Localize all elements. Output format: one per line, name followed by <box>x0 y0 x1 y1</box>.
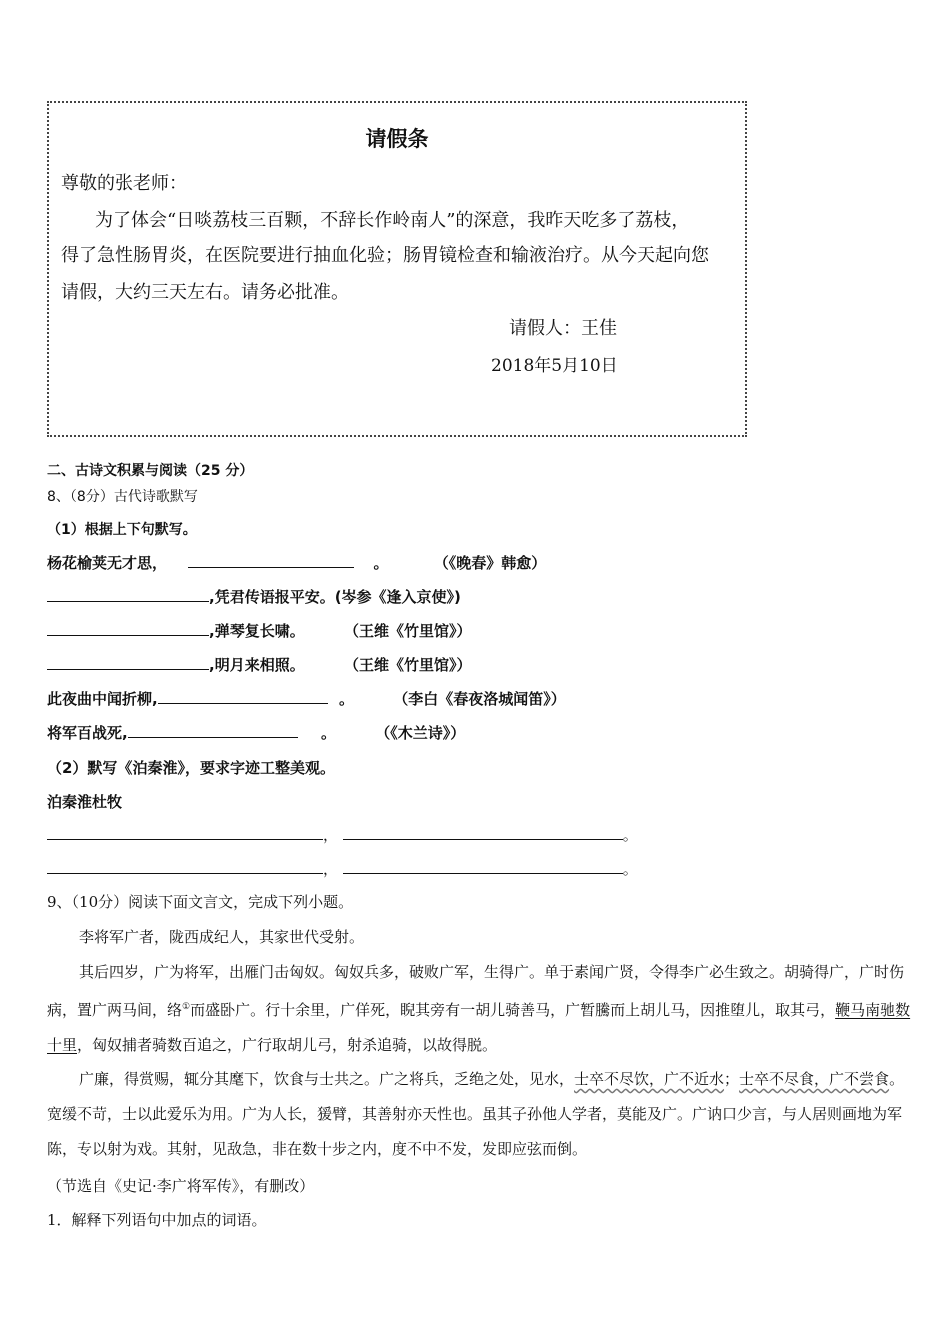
period: 。 <box>622 826 638 844</box>
line-pre: 杨花榆荚无才思， <box>47 554 168 572</box>
passage-paragraph-1: 李将军广者，陇西成纪人，其家世代受射。 <box>79 928 365 946</box>
footnote-marker: ① <box>182 1002 191 1012</box>
fill-line <box>47 552 546 573</box>
p3-text: 。宽缓不苛，士以此爱乐为用。广为人长，猨臂，其善射亦天性也。虽其子孙他人学者，莫能及广。广讷口少言，与人居则画地为军陈，专以射为戏。其射，见敌急，非在数十步之内，度不中不发，发即应弦而倒。 <box>47 1070 905 1158</box>
q8-sub2: （2）默写《泊秦淮》，要求字迹工整美观。 <box>47 759 335 777</box>
answer-blank[interactable] <box>47 655 209 670</box>
poem-title: 泊秦淮杜牧 <box>47 793 123 811</box>
passage-paragraph-3 <box>47 1062 917 1167</box>
q8-sub1: （1）根据上下句默写。 <box>47 522 197 538</box>
line-source: （《木兰诗》） <box>375 724 466 742</box>
line-pre: 此夜曲中闻折柳, <box>47 690 158 708</box>
line-source: （王维《竹里馆》） <box>343 656 472 674</box>
answer-blank[interactable] <box>47 587 209 602</box>
poem-line <box>47 858 638 879</box>
fill-line <box>47 688 566 709</box>
p2-text: 而盛卧广。行十余里，广佯死，睨其旁有一胡儿骑善马，广暂騰而上胡儿马，因推堕儿，取其弓， <box>190 1001 836 1019</box>
sub-question-1: 1．解释下列语句中加点的词语。 <box>47 1211 267 1229</box>
line-source: （《晚春》韩愈） <box>433 554 547 572</box>
line-source: （王维《竹里馆》） <box>343 622 472 640</box>
answer-blank[interactable] <box>343 825 623 840</box>
line-pre: 将军百战死, <box>47 724 128 742</box>
leave-note-box <box>47 101 747 437</box>
line-post: 。 <box>320 724 336 742</box>
note-date: 2018年5月10日 <box>491 356 618 376</box>
line-post: ,弹琴复长啸。 <box>209 622 305 640</box>
section-heading: 二、古诗文积累与阅读（25 分） <box>47 463 254 479</box>
fill-line <box>47 620 471 641</box>
answer-blank[interactable] <box>47 825 323 840</box>
note-body-line: 得了急性肠胃炎，在医院要进行抽血化验；肠胃镜检查和输液治疗。从今天起向您 <box>61 245 709 266</box>
line-source: （李白《春夜洛城闻笛》） <box>393 690 566 708</box>
wavy-underlined-sentence: 士卒不尽食，广不尝食 <box>739 1070 890 1088</box>
answer-blank[interactable] <box>47 621 209 636</box>
q8-title-text: 8、（8分）古代诗歌默写 <box>47 489 198 505</box>
note-body-line: 为了体会“日啖荔枝三百颗，不辞长作岭南人”的深意，我昨天吃多了荔枝， <box>95 210 690 231</box>
question-8-title <box>47 486 198 506</box>
fill-line <box>47 654 471 675</box>
passage-paragraph-2 <box>47 955 917 1063</box>
p3-sep: ； <box>724 1070 740 1088</box>
answer-blank[interactable] <box>128 723 298 738</box>
underlined-sentence: 鞭马南驰数十里 <box>47 1001 911 1054</box>
fill-line <box>47 586 461 607</box>
poem-line <box>47 824 638 845</box>
answer-blank[interactable] <box>158 689 328 704</box>
comma: ， <box>323 826 339 844</box>
wavy-underlined-sentence: 士卒不尽饮，广不近水 <box>574 1070 725 1088</box>
line-source: (岑参《逢入京使》) <box>334 588 461 606</box>
comma: ， <box>323 860 339 878</box>
line-post: ,明月来相照。 <box>209 656 305 674</box>
line-post: 。 <box>338 690 354 708</box>
answer-blank[interactable] <box>47 859 323 874</box>
line-post: 。 <box>373 554 389 572</box>
p3-text: 广廉，得赏赐，辄分其麾下，饮食与士共之。广之将兵，乏绝之处，见水， <box>79 1070 575 1088</box>
fill-line <box>47 722 465 743</box>
answer-blank[interactable] <box>188 553 354 568</box>
note-signer: 请假人：王佳 <box>509 318 617 339</box>
question-9-title: 9、（10分）阅读下面文言文，完成下列小题。 <box>47 893 354 911</box>
period: 。 <box>622 860 638 878</box>
answer-blank[interactable] <box>343 859 623 874</box>
note-title: 请假条 <box>365 127 429 151</box>
source-note: （节选自《史记·李广将军传》，有删改） <box>47 1177 315 1195</box>
note-body-line: 请假，大约三天左右。请务必批准。 <box>61 282 349 303</box>
p2-text: 其后四岁，广为将军，出雁门击匈奴。匈奴兵多，破败广军，生得广。单于素闻广贤，令得李广必生致之。胡骑得广，广时伤病，置广两马间，络 <box>47 963 905 1019</box>
note-salutation: 尊敬的张老师： <box>61 173 187 194</box>
p2-text: ，匈奴捕者骑数百追之，广行取胡儿弓，射杀追骑，以故得脱。 <box>77 1036 498 1054</box>
line-post: ,凭君传语报平安。 <box>209 588 335 606</box>
